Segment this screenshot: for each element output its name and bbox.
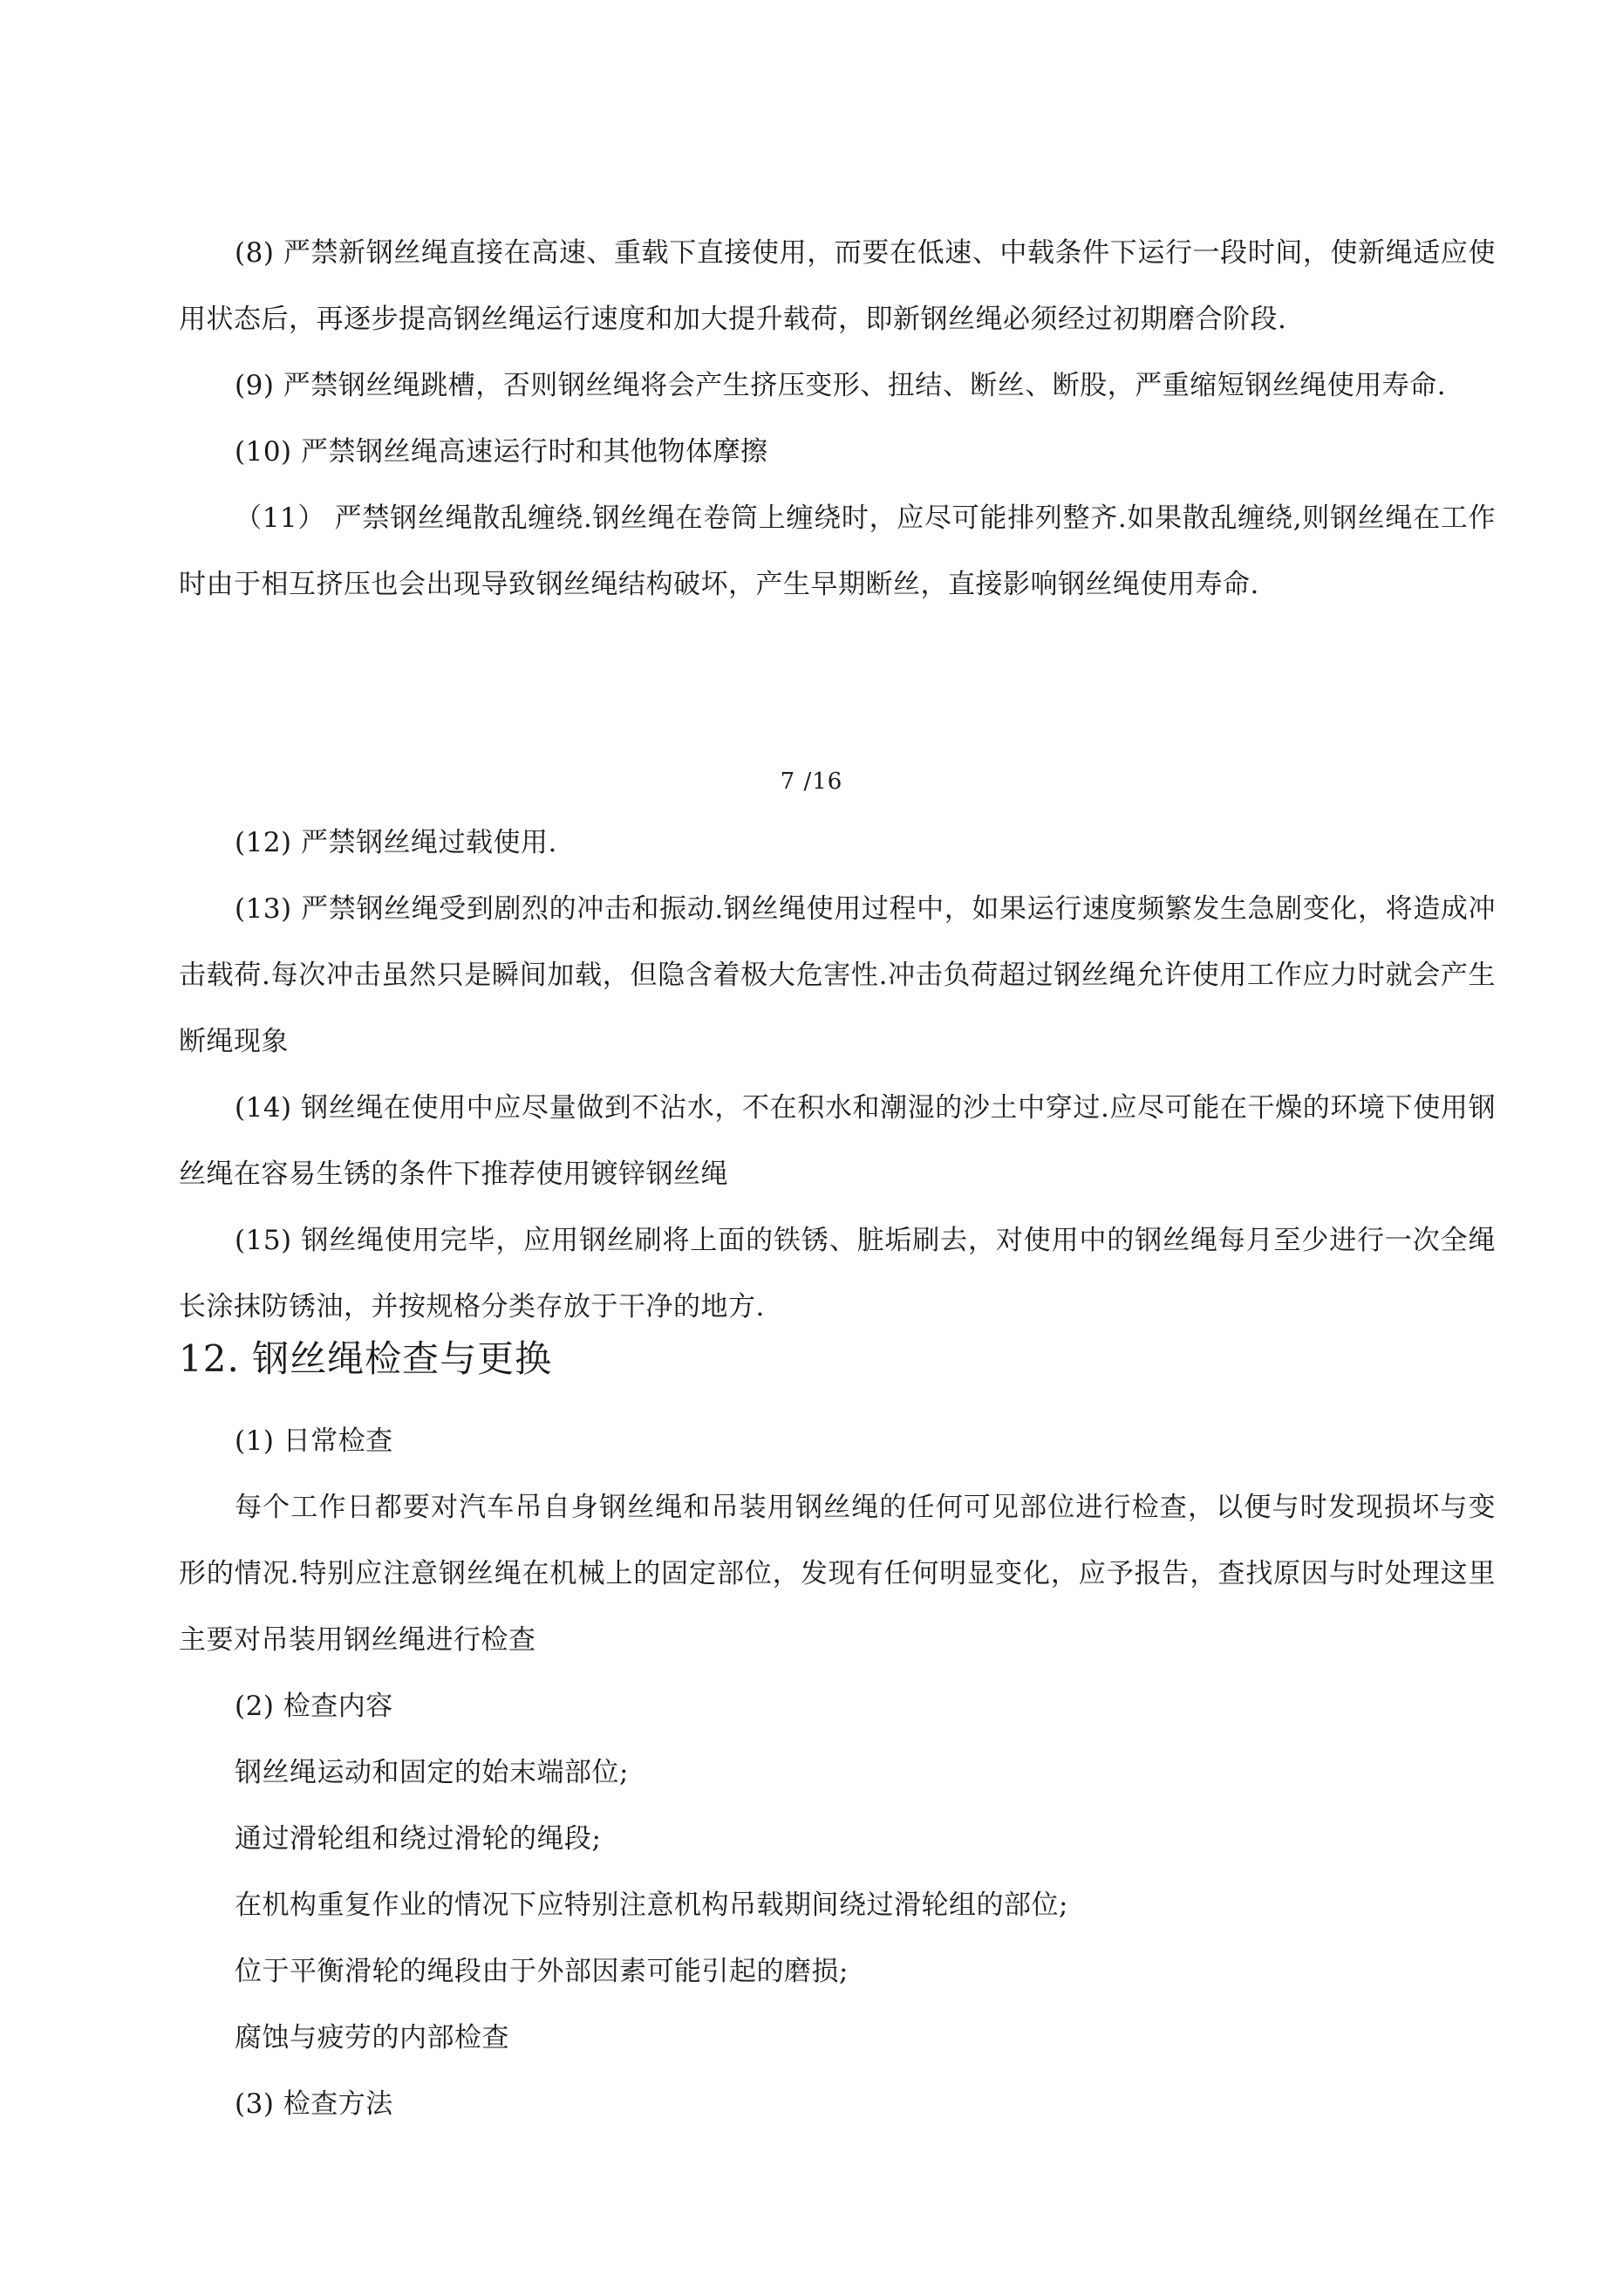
page-number: 7 /16 [780,769,843,795]
text-block-middle [179,810,1496,1340]
paragraph-daily-check-body: 每个工作日都要对汽车吊自身钢丝绳和吊装用钢丝绳的任何可见部位进行检查，以便与时发现损坏与变形的情况.特别应注意钢丝绳在机械上的固定部位，发现有任何明显变化，应予报告，查找原因与时处理这里主要对吊装用钢丝绳进行检查 [179,1492,1496,1656]
paragraph-daily-check: (1) 日常检查 [235,1425,393,1457]
list-item: 腐蚀与疲劳的内部检查 [235,2022,509,2053]
list-item: 钢丝绳运动和固定的始末端部位; [235,1757,629,1788]
paragraph-13: (13) 严禁钢丝绳受到剧烈的冲击和振动.钢丝绳使用过程中，如果运行速度频繁发生急剧变化，将造成冲击载荷.每次冲击虽然只是瞬间加载，但隐含着极大危害性.冲击负荷超过钢丝绳允许使用工作应力时就会产生断绳现象 [179,893,1496,1057]
section-heading: 12. 钢丝绳检查与更换 [179,1337,553,1380]
paragraph-10: (10) 严禁钢丝绳高速运行时和其他物体摩擦 [235,436,768,468]
paragraph-check-method: (3) 检查方法 [235,2088,393,2120]
list-item: 在机构重复作业的情况下应特别注意机构吊载期间绕过滑轮组的部位; [235,1889,1068,1921]
list-item: 通过滑轮组和绕过滑轮的绳段; [235,1823,602,1855]
paragraph-11: （11） 严禁钢丝绳散乱缠绕.钢丝绳在卷筒上缠绕时，应尽可能排列整齐.如果散乱缠绕,则钢丝绳在工作时由于相互挤压也会出现导致钢丝绳结构破坏，产生早期断丝，直接影响钢丝绳使用寿命. [179,502,1496,600]
text-block-bottom [179,1408,1496,2137]
list-item: 位于平衡滑轮的绳段由于外部因素可能引起的磨损; [235,1956,849,1987]
paragraph-9: (9) 严禁钢丝绳跳槽，否则钢丝绳将会产生挤压变形、扭结、断丝、断股，严重缩短钢丝绳使用寿命. [235,370,1447,401]
paragraph-14: (14) 钢丝绳在使用中应尽量做到不沾水，不在积水和潮湿的沙土中穿过.应尽可能在干燥的环境下使用钢丝绳在容易生锈的条件下推荐使用镀锌钢丝绳 [179,1092,1496,1190]
paragraph-12: (12) 严禁钢丝绳过载使用. [235,827,557,858]
paragraph-15: (15) 钢丝绳使用完毕，应用钢丝刷将上面的铁锈、脏垢刷去，对使用中的钢丝绳每月至少进行一次全绳长涂抹防锈油，并按规格分类存放于干净的地方. [179,1225,1496,1322]
text-block-top [179,220,1496,618]
paragraph-8: (8) 严禁新钢丝绳直接在高速、重载下直接使用，而要在低速、中载条件下运行一段时间，使新绳适应使用状态后，再逐步提高钢丝绳运行速度和加大提升载荷，即新钢丝绳必须经过初期磨合阶段. [179,237,1496,335]
paragraph-check-content: (2) 检查内容 [235,1691,393,1722]
